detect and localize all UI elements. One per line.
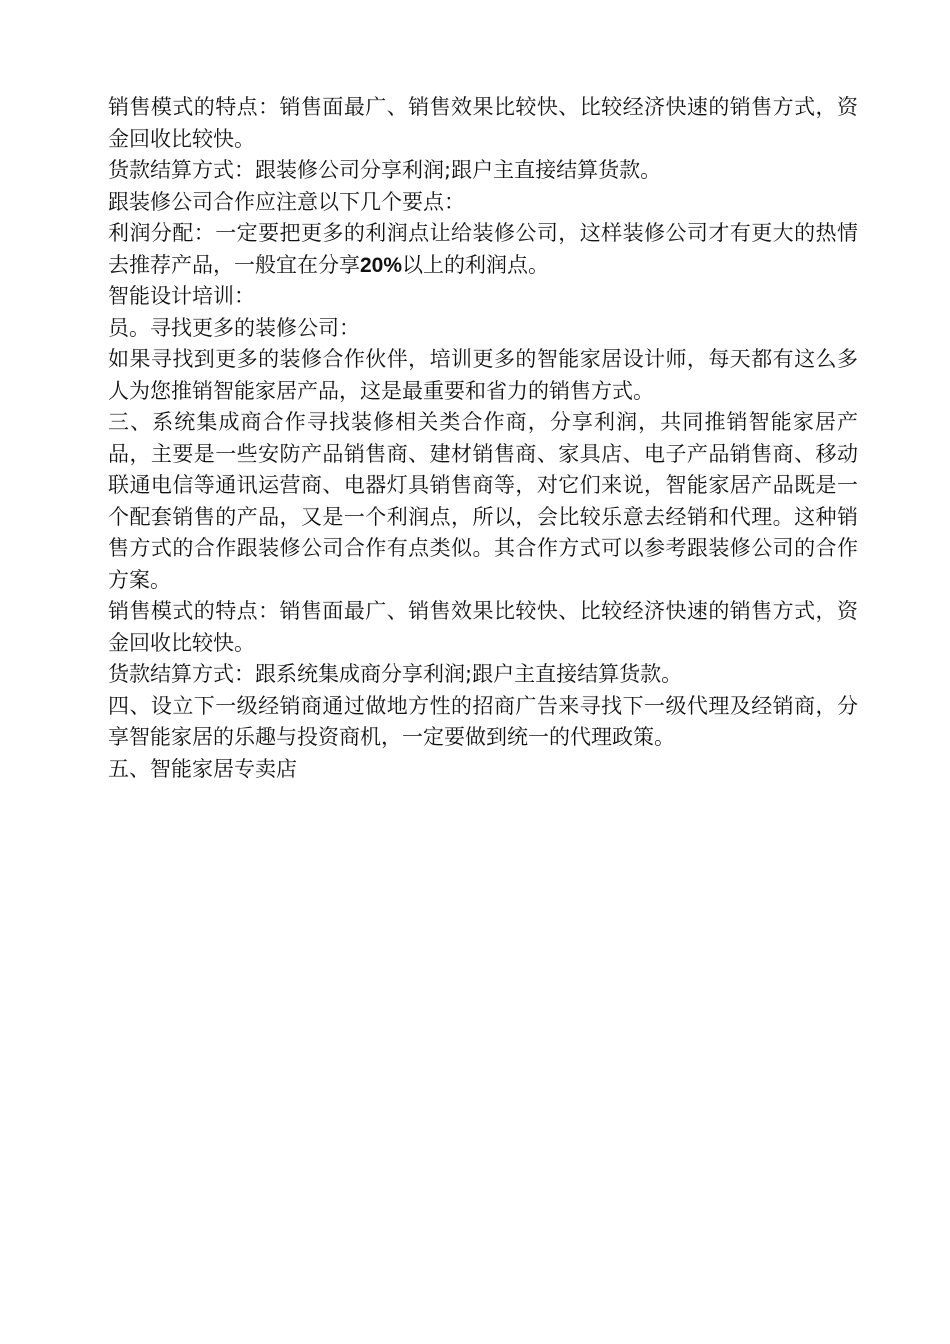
paragraph-partners: 如果寻找到更多的装修合作伙伴，培训更多的智能家居设计师，每天都有这么多人为您推销智能家居产品，这是最重要和省力的销售方式。 (108, 347, 858, 403)
profit-distribution-text: 利润分配：一定要把更多的利润点让给装修公司，这样装修公司才有更大的热情去推荐产品，一般宜在分享 (108, 221, 858, 277)
paragraph-section-three: 三、系统集成商合作寻找装修相关类合作商，分享利润，共同推销智能家居产品，主要是一些安防产品销售商、建材销售商、家具店、电子产品销售商、移动联通电信等通讯运营商、电器灯具销售商等，对它们来说，智能家居产品既是一个配套销售的产品，又是一个利润点，所以，会比较乐意去经销和代理。这种销售方式的合作跟装修公司合作有点类似。其合作方式可以参考跟装修公司的合作方案。 (108, 410, 858, 592)
profit-percentage: 20% (360, 253, 403, 277)
paragraph-sales-features-1: 销售模式的特点：销售面最广、销售效果比较快、比较经济快速的销售方式，资金回收比较快。 (108, 95, 858, 151)
paragraph-payment-settlement-2: 货款结算方式：跟系统集成商分享利润;跟户主直接结算货款。 (108, 662, 683, 686)
document-body (108, 92, 858, 785)
paragraph-profit-distribution (108, 218, 858, 281)
paragraph-find-companies: 员。寻找更多的装修公司： (108, 315, 360, 340)
paragraph-section-five: 五、智能家居专卖店 (108, 756, 297, 781)
paragraph-design-training: 智能设计培训： (108, 284, 255, 308)
profit-distribution-tail: 以上的利润点。 (402, 252, 550, 277)
paragraph-payment-settlement-1: 货款结算方式：跟装修公司分享利润;跟户主直接结算货款。 (108, 158, 662, 182)
paragraph-section-four: 四、设立下一级经销商通过做地方性的招商广告来寻找下一级代理及经销商，分享智能家居的乐趣与投资商机，一定要做到统一的代理政策。 (108, 693, 858, 749)
paragraph-sales-features-2: 销售模式的特点：销售面最广、销售效果比较快、比较经济快速的销售方式，资金回收比较快。 (108, 599, 858, 655)
paragraph-cooperation-points: 跟装修公司合作应注意以下几个要点： (108, 189, 465, 214)
